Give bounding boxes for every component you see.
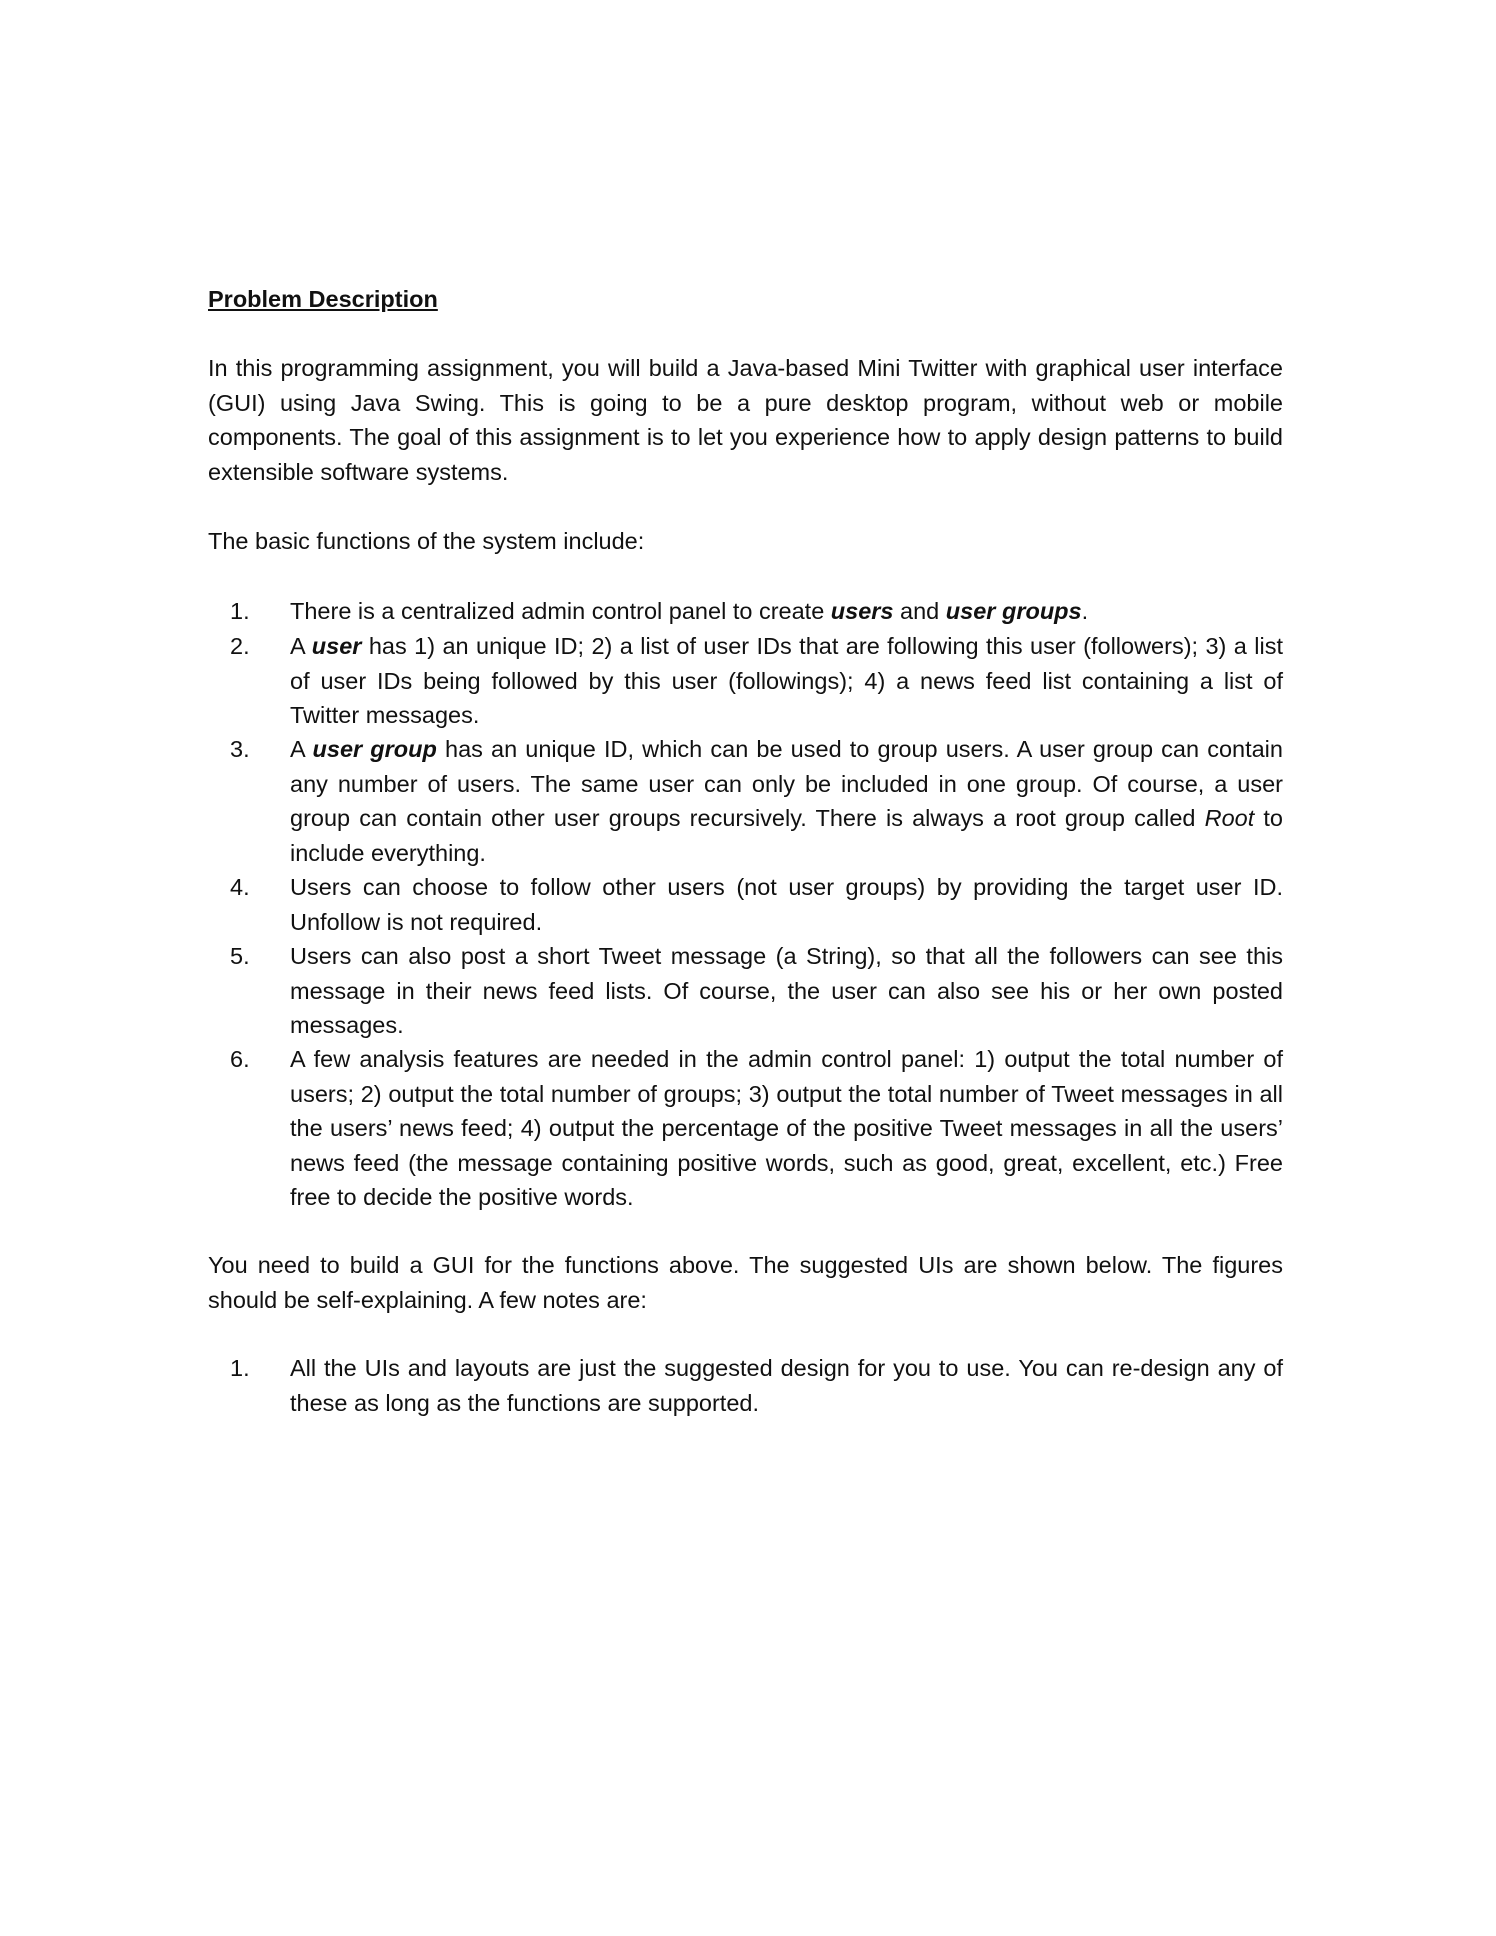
section-heading: Problem Description xyxy=(208,286,438,312)
list-item xyxy=(208,594,1283,629)
list-number: 5. xyxy=(230,943,250,969)
emphasis-user-groups: user groups xyxy=(945,598,1082,624)
functions-intro: The basic functions of the system include: xyxy=(208,528,645,554)
emphasis-root: Root xyxy=(1204,805,1255,832)
text: A xyxy=(290,633,312,659)
list-item xyxy=(208,1042,1283,1215)
text: Users can also post a short Tweet message (a String), so that all the followers can see this message in their news feed lists. Of course, the user can also see his or her own posted messages. xyxy=(290,943,1283,1039)
text: . xyxy=(1081,598,1089,624)
list-item xyxy=(208,629,1283,733)
emphasis-user-group: user group xyxy=(312,736,437,762)
list-number: 1. xyxy=(230,598,250,624)
text: Users can choose to follow other users (not user groups) by providing the target user ID. Unfollow is not required. xyxy=(290,874,1283,935)
list-number: 6. xyxy=(230,1046,250,1072)
text: A few analysis features are needed in the admin control panel: 1) output the total number of users; 2) output the total number of groups; 3) output the total number of Tweet messages in all the users’ news feed; 4) output the percentage of the positive Tweet messages in all the users’ news feed (the message containing positive words, such as good, great, excellent, etc.) Free free to decide the positive words. xyxy=(290,1046,1283,1211)
text: There is a centralized admin control panel to create xyxy=(290,598,831,624)
emphasis-users: users xyxy=(830,598,894,624)
list-number: 1. xyxy=(230,1355,250,1381)
list-item xyxy=(208,939,1283,1043)
text: to include everything. xyxy=(290,805,1283,866)
emphasis-user: user xyxy=(311,633,362,659)
note-item xyxy=(208,1351,1283,1420)
text: has an unique ID, which can be used to group users. A user group can contain any number of users. The same user can only be included in one group. Of course, a user group can contain other user groups recursively. There is always a root group called xyxy=(290,736,1283,832)
text: has 1) an unique ID; 2) a list of user IDs that are following this user (followers); 3) a list of user IDs being followed by this user (followings); 4) a news feed list containing a list of Twitter messages. xyxy=(290,633,1283,729)
list-number: 2. xyxy=(230,633,250,659)
list-item xyxy=(208,732,1283,870)
list-number: 3. xyxy=(230,736,250,762)
text: A xyxy=(290,736,313,762)
text: and xyxy=(893,598,946,624)
text: All the UIs and layouts are just the suggested design for you to use. You can re-design any of these as long as the functions are supported. xyxy=(290,1355,1283,1416)
list-number: 4. xyxy=(230,874,250,900)
gui-intro-paragraph: You need to build a GUI for the functions above. The suggested UIs are shown below. The figures should be self-explaining. A few notes are: xyxy=(208,1252,1283,1313)
intro-paragraph: In this programming assignment, you will build a Java-based Mini Twitter with graphical user interface (GUI) using Java Swing. This is going to be a pure desktop program, without web or mobile components. The goal of this assignment is to let you experience how to apply design patterns to build extensible software systems. xyxy=(208,355,1283,485)
list-item xyxy=(208,870,1283,939)
